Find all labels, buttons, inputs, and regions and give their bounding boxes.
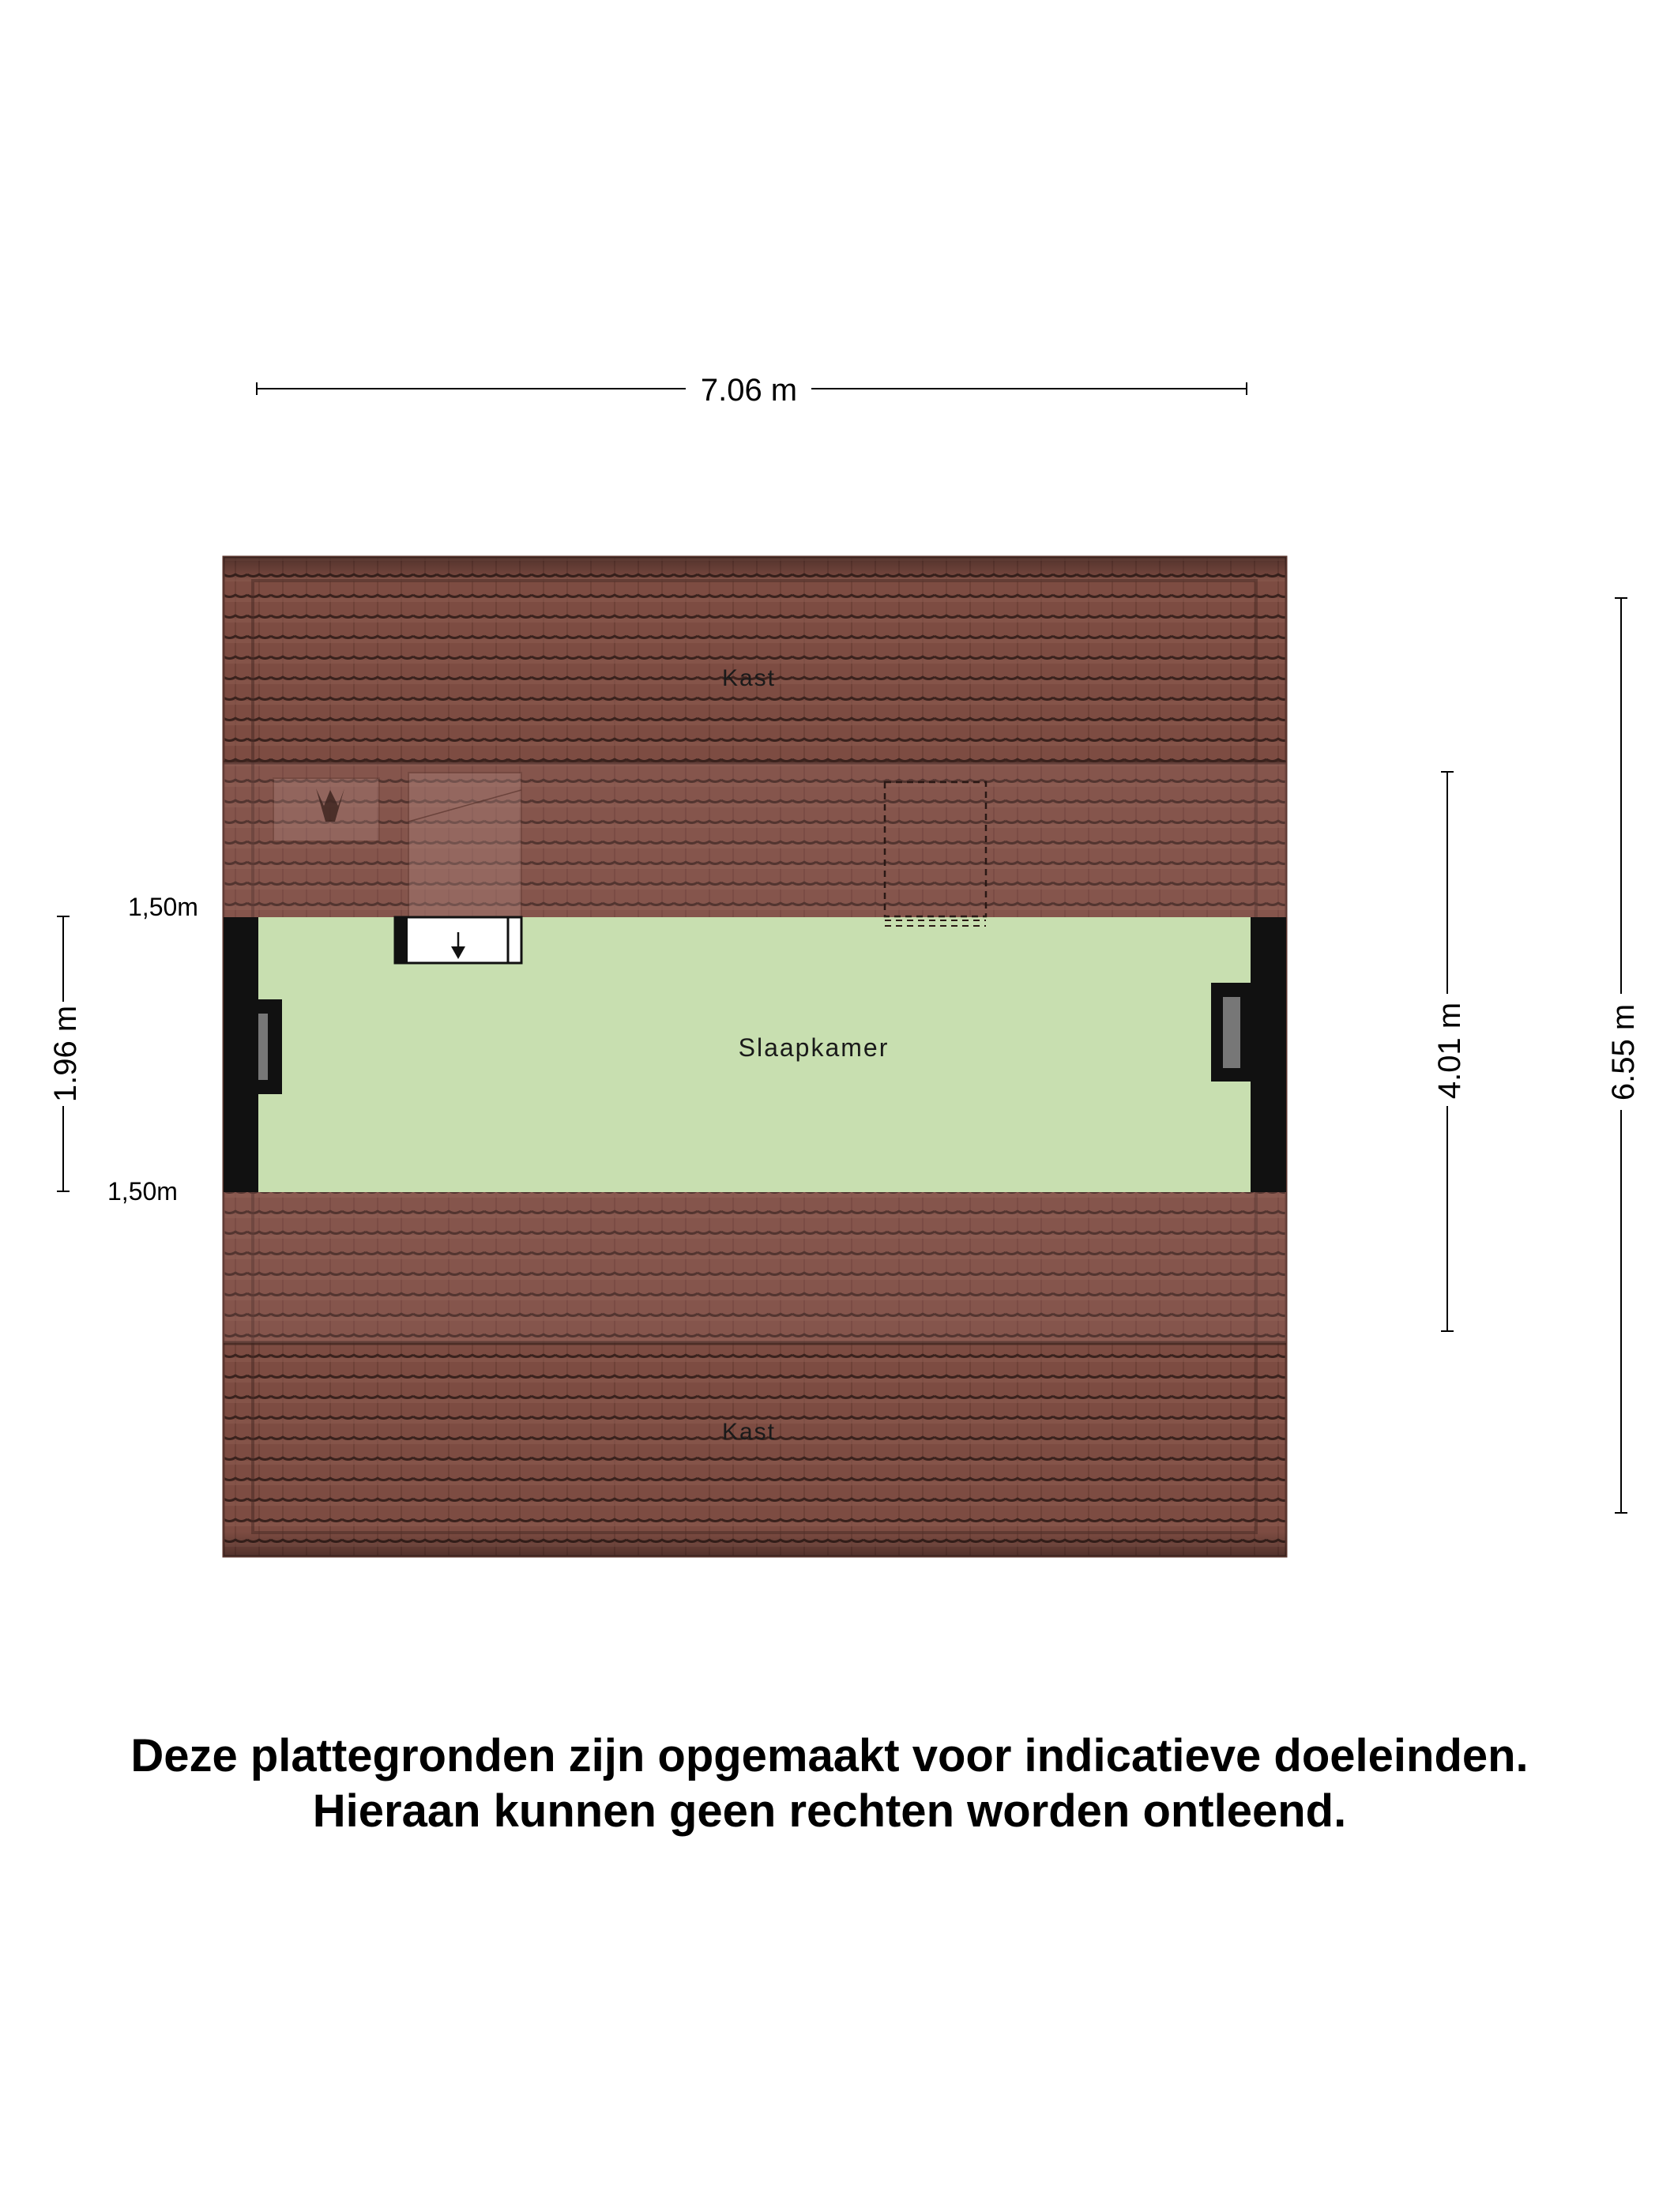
left-height-label: 1.96 m — [48, 1005, 83, 1103]
dimension-right-outer — [1606, 598, 1641, 1513]
dimension-top-width — [257, 373, 1247, 408]
right-inner-height-label: 4.01 m — [1432, 1002, 1467, 1100]
dimension-right-inner — [1432, 772, 1467, 1331]
room-label-kast-bottom: Kast — [721, 1419, 777, 1445]
stairs — [395, 773, 521, 963]
bedroom — [224, 917, 1286, 1192]
disclaimer-line-1: Deze plattegronden zijn opgemaakt voor indicatieve doeleinden. — [130, 1730, 1529, 1781]
room-label-slaapkamer: Slaapkamer — [738, 1033, 890, 1062]
dimension-left — [48, 893, 198, 1206]
left-upper-height-label: 1,50m — [128, 893, 198, 921]
disclaimer-line-2: Hieraan kunnen geen rechten worden ontleend. — [312, 1785, 1347, 1837]
top-width-label: 7.06 m — [700, 373, 798, 408]
right-outer-height-label: 6.55 m — [1606, 1003, 1641, 1101]
left-lower-height-label: 1,50m — [107, 1177, 178, 1206]
heater-unit — [273, 778, 379, 841]
room-label-kast-top: Kast — [721, 665, 777, 691]
